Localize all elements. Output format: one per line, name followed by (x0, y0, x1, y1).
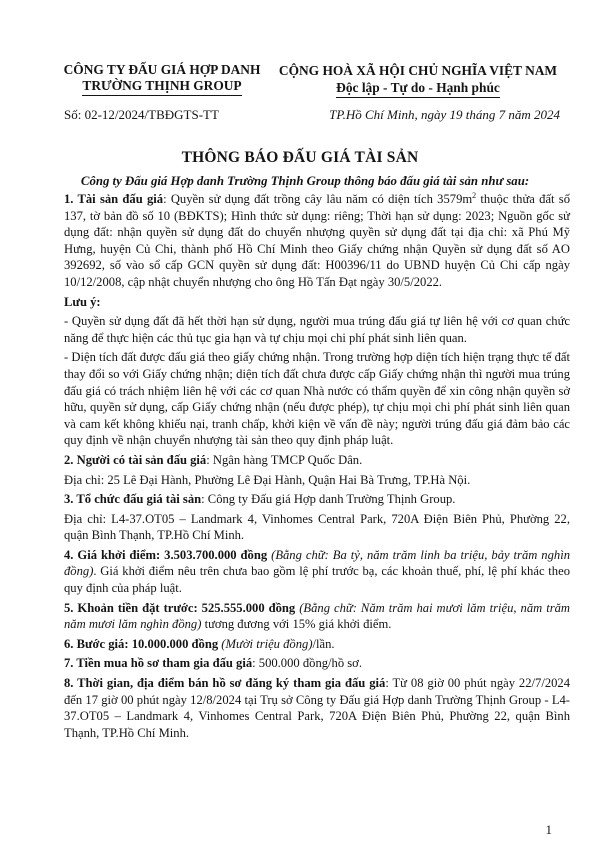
section-4-label: 4. Giá khởi điểm: 3.503.700.000 đồng (64, 547, 268, 562)
section-1-text-b: thuộc thửa đất số 137, tờ bản đồ số 10 (BĐKTS); Hình thức sử dụng: riêng; Thời hạn sử dụng: 2023; Nguồn gốc sử dụng đất: nhận quyền sử dụng đất do chuyển nhượng quyền sử dụng đất tại địa chỉ: xã Phú Mỹ Hưng, huyện Củ Chi, thành phố Hồ Chí Minh theo Giấy chứng nhận Quyền sử dụng đất số AO 392692, số vào sổ cấp GCN quyền sử dụng đất: H00396/11 do UBND huyện Củ Chi cấp ngày 10/12/2008, cập nhật chuyển nhượng cho ông Hồ Tấn Đạt ngày 30/5/2022. (64, 192, 570, 289)
section-7-label: 7. Tiền mua hồ sơ tham gia đấu giá (64, 656, 253, 671)
section-6-label: 6. Bước giá: 10.000.000 đồng (64, 636, 219, 651)
section-6-words: (Mười triệu đồng) (218, 636, 313, 651)
section-4-words: (Bằng chữ: Ba tỷ, năm trăm linh ba triệu, bảy trăm nghìn đồng) (64, 547, 570, 579)
document-intro: Công ty Đấu giá Hợp danh Trường Thịnh Group thông báo đấu giá tài sản như sau: (80, 174, 530, 188)
document-number: Số: 02-12/2024/TBĐGTS-TT (64, 107, 219, 122)
nation-title: CỘNG HOÀ XÃ HỘI CHỦ NGHĨA VIỆT NAM (278, 63, 558, 78)
section-1 (64, 191, 570, 291)
section-5-label: 5. Khoản tiền đặt trước (64, 600, 194, 615)
section-7 (64, 655, 570, 672)
section-3-address: Địa chỉ: L4-37.OT05 – Landmark 4, Vinhomes Central Park, 720A Điện Biên Phủ, Phường 22, quận Bình Thạnh, TP.Hồ Chí Minh. (64, 511, 570, 543)
section-2-address: Địa chỉ: 25 Lê Đại Hành, Phường Lê Đại Hành, Quận Hai Bà Trưng, TP.Hà Nội. (64, 472, 471, 487)
section-7-text: : 500.000 đồng/hồ sơ. (252, 656, 362, 671)
national-header (268, 62, 568, 98)
section-3-text: : Công ty Đấu giá Hợp danh Trường Thịnh Group. (201, 492, 456, 507)
section-8-label: 8. Thời gian, địa điểm bán hồ sơ đăng ký tham gia đấu giá (64, 676, 386, 691)
section-2-text: : Ngân hàng TMCP Quốc Dân. (206, 452, 363, 467)
company-header (42, 62, 282, 96)
section-3-label: 3. Tổ chức đấu giá tài sản (64, 492, 202, 507)
company-name-line1: CÔNG TY ĐẤU GIÁ HỢP DANH (63, 62, 261, 77)
note-item-2: - Diện tích đất được đấu giá theo giấy chứng nhận. Trong trường hợp diện tích hiện trạng thực tế đất thay đổi so với Giấy chứng nhận; diện tích đất chưa được cấp Giấy chứng nhận thì người mua trúng đấu giá có trách nhiệm liên hệ với các cơ quan Nhà nước có thẩm quyền để xin công nhận quyền sở hữu, quyền sử dụng, cấp Giấy chứng nhận (nếu được phép), tự chịu mọi chi phí phát sinh liên quan và cam kết không khiếu nại, tranh chấp, khởi kiện về vấn đề này; người trúng đấu giá đảm bảo các quy định về nhận chuyển nhượng tài sản theo quy định pháp luật. (64, 350, 570, 448)
section-1-superscript: 2 (472, 190, 477, 200)
section-2 (64, 452, 570, 469)
section-2-label: 2. Người có tài sản đấu giá (64, 452, 207, 467)
section-4-text: . Giá khởi điểm nêu trên chưa bao gồm lệ phí trước bạ, các khoản thuế, phí, lệ phí khác theo quy định của pháp luật. (64, 564, 570, 596)
section-4 (64, 547, 570, 597)
section-8 (64, 675, 570, 741)
section-1-label: 1. Tài sản đấu giá (64, 192, 164, 206)
section-3 (64, 491, 570, 508)
section-5-words: (Bằng chữ: Năm trăm hai mươi lăm triệu, năm trăm năm mươi lăm nghìn đồng) (64, 600, 570, 632)
section-5-amount: : 525.555.000 đồng (193, 600, 296, 615)
section-6-text: /lần. (312, 636, 335, 651)
document-title: THÔNG BÁO ĐẤU GIÁ TÀI SẢN (181, 149, 419, 166)
nation-motto: Độc lập - Tự do - Hạnh phúc (336, 79, 500, 98)
document-body (64, 191, 570, 744)
section-5-text: tương đương với 15% giá khởi điểm. (201, 617, 392, 632)
section-8-text: : Từ 08 giờ 00 phút ngày 22/7/2024 đến 17 giờ 00 phút ngày 12/8/2024 tại Trụ sở Công ty Đấu giá Hợp danh Trường Thịnh Group - L4-37.OT05 – Landmark 4, Vinhomes Central Park, 720A Điện Biên Phủ, Phường 22, quận Bình Thạnh, TP.Hồ Chí Minh. (64, 676, 571, 740)
section-5 (64, 600, 570, 633)
note-item-1: - Quyền sử dụng đất đã hết thời hạn sử dụng, người mua trúng đấu giá tự liên hệ với cơ quan chức năng để thực hiện các thủ tục gia hạn và tự chịu mọi chi phí phát sinh liên quan. (64, 314, 570, 345)
document-date: TP.Hồ Chí Minh, ngày 19 tháng 7 năm 2024 (329, 107, 560, 122)
page-number: 1 (545, 822, 552, 837)
company-name-line2: TRƯỜNG THỊNH GROUP (82, 78, 241, 96)
note-title: Lưu ý: (64, 294, 101, 309)
section-1-text-a: : Quyền sử dụng đất trồng cây lâu năm có diện tích 3579m (163, 192, 473, 206)
section-6 (64, 636, 570, 653)
